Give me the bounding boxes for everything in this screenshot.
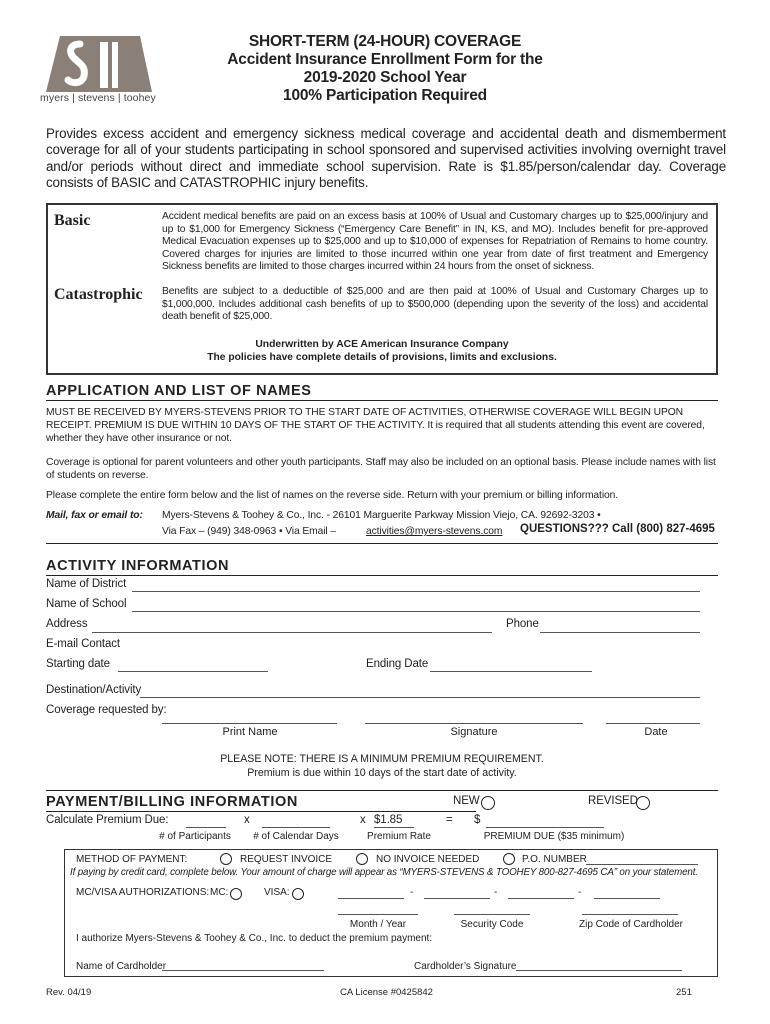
district-label: Name of District — [46, 578, 127, 590]
calculate-label: Calculate Premium Due: — [46, 814, 169, 826]
dash-2: - — [494, 887, 498, 898]
email-contact-label: E-mail Contact — [46, 638, 121, 650]
start-date-field[interactable] — [118, 671, 268, 672]
mc-radio[interactable] — [230, 888, 242, 900]
email-link[interactable]: activities@myers-stevens.com — [366, 526, 503, 537]
method-label: METHOD OF PAYMENT: — [76, 854, 188, 865]
revision-date: Rev. 04/19 — [46, 987, 92, 998]
catastrophic-description: Benefits are subject to a deductible of $25,000 and are then paid at 100% of Usual and Customary Charges up to $1,000,000. Includes additional cash benefits of up to $500,000 (depending upon the severity of the loss) and accidental death benefit of $25,000. — [162, 286, 708, 322]
credit-card-note: If paying by credit card, complete below. Your amount of charge will appear as “MYERS-STEVENS & TOOHEY 800-827-4695 CA” on your statement. — [70, 867, 698, 878]
school-field[interactable] — [132, 611, 700, 612]
rate-underline — [374, 827, 414, 828]
underwriter-block — [46, 339, 718, 364]
no-invoice-radio[interactable] — [356, 853, 368, 865]
print-name-caption: Print Name — [222, 726, 278, 738]
po-radio[interactable] — [503, 853, 515, 865]
application-rule — [46, 400, 718, 401]
phone-label: Phone — [506, 618, 539, 630]
days-caption: # of Calendar Days — [253, 831, 339, 842]
activity-heading: ACTIVITY INFORMATION — [46, 558, 230, 574]
po-number-field[interactable] — [586, 864, 698, 865]
times-2: x — [360, 814, 366, 826]
activity-rule — [46, 575, 718, 576]
note-line-1: PLEASE NOTE: THERE IS A MINIMUM PREMIUM REQUIREMENT. — [220, 753, 544, 765]
basic-label: Basic — [54, 212, 91, 229]
license-number: CA License #0425842 — [340, 987, 433, 998]
signature-caption: Signature — [450, 726, 498, 738]
security-code-caption: Security Code — [460, 919, 524, 930]
address-label: Address — [46, 618, 88, 630]
cardholder-name-label: Name of Cardholder — [76, 961, 167, 972]
month-year-caption: Month / Year — [349, 919, 407, 930]
request-invoice-label: REQUEST INVOICE — [240, 854, 333, 865]
request-invoice-radio[interactable] — [220, 853, 232, 865]
application-p3: Please complete the entire form below and the list of names on the reverse side. Return with your premium or billing information. — [46, 490, 619, 501]
underwriter-line: Underwritten by ACE American Insurance Company — [255, 339, 509, 350]
destination-field[interactable] — [140, 697, 700, 698]
logo-mark-icon — [42, 36, 154, 96]
print-name-field[interactable] — [162, 723, 337, 724]
start-date-label: Starting date — [46, 658, 110, 670]
cardholder-signature-field[interactable] — [516, 970, 682, 971]
premium-due-field[interactable] — [486, 827, 604, 828]
title-line-1: SHORT-TERM (24-HOUR) COVERAGE — [248, 33, 522, 50]
revised-radio[interactable] — [636, 796, 650, 810]
minimum-premium-note — [46, 752, 718, 780]
basic-description: Accident medical benefits are paid on an excess basis at 100% of Usual and Customary charges up to $25,000/injury and up to $1,000 for Emergency Sickness (“Emergency Care Benefit” in IN, KS, and MO). Includes benefit for pre-approved Medical Evacuation expenses up to $25,000 and up to $10,000 of expenses for Repatriation of Remains to home country. Covered charges for injuries are limited to those incurred within one year from date of first treatment and Emergency Sickness benefits are limited to those charges incurred within 24 hours from the onset of sickness. — [162, 211, 708, 272]
section-rule — [46, 543, 718, 544]
rate-value: $1.85 — [374, 814, 403, 826]
participants-field[interactable] — [186, 827, 226, 828]
end-date-label: Ending Date — [366, 658, 429, 670]
visa-label: VISA: — [264, 887, 290, 898]
mc-label: MC: — [210, 887, 229, 898]
logo-wordmark: myers | stevens | toohey — [40, 92, 156, 104]
title-line-2: Accident Insurance Enrollment Form for the — [227, 51, 543, 68]
form-code: 251 — [676, 987, 692, 998]
zip-code-field[interactable] — [582, 914, 678, 915]
card-number-part-3[interactable] — [508, 898, 574, 899]
payment-heading: PAYMENT/BILLING INFORMATION — [46, 794, 298, 810]
date-caption: Date — [644, 726, 668, 738]
premium-due-caption: PREMIUM DUE ($35 minimum) — [483, 831, 625, 842]
security-code-field[interactable] — [454, 914, 530, 915]
end-date-field[interactable] — [430, 671, 592, 672]
questions-phone: QUESTIONS??? Call (800) 827-4695 — [520, 523, 715, 535]
date-field[interactable] — [606, 723, 700, 724]
district-field[interactable] — [132, 591, 700, 592]
new-radio[interactable] — [481, 796, 495, 810]
fax-line: Via Fax – (949) 348-0963 • Via Email – — [162, 526, 337, 537]
rate-caption: Premium Rate — [367, 831, 431, 842]
application-heading: APPLICATION AND LIST OF NAMES — [46, 383, 312, 399]
payment-top-rule — [46, 790, 718, 791]
equals-sign: = — [446, 814, 453, 826]
times-1: x — [244, 814, 250, 826]
authorize-statement: I authorize Myers-Stevens & Toohey & Co., Inc. to deduct the premium payment: — [76, 933, 433, 944]
mcvisa-label: MC/VISA AUTHORIZATIONS: — [76, 887, 210, 898]
intro-paragraph: Provides excess accident and emergency sickness medical coverage and accidental death and dismemberment coverage for all of your students participating in school sponsored and supervised activities involving overnight travel and/or periods without direct and immediate school supervision. Rate is $1.85/person/calendar day. Coverage consists of BASIC and CATASTROPHIC injury benefits. — [46, 126, 726, 191]
revised-label: REVISED — [588, 795, 638, 807]
application-p2: Coverage is optional for parent volunteers and other youth participants. Staff may also be included on an optional basis. Please include names with list of students on reverse. — [46, 457, 716, 481]
school-label: Name of School — [46, 598, 127, 610]
signature-field[interactable] — [365, 723, 583, 724]
address-field[interactable] — [92, 632, 492, 633]
policies-line: The policies have complete details of provisions, limits and exclusions. — [207, 351, 557, 363]
new-label: NEW — [453, 795, 480, 807]
dollar-sign: $ — [474, 814, 481, 826]
po-label: P.O. NUMBER — [522, 854, 587, 865]
cardholder-name-field[interactable] — [162, 970, 324, 971]
mail-label: Mail, fax or email to: — [46, 510, 143, 521]
dash-3: - — [578, 887, 582, 898]
visa-radio[interactable] — [292, 888, 304, 900]
form-title-block — [160, 33, 610, 105]
note-line-2: Premium is due within 10 days of the start date of activity. — [247, 767, 517, 779]
title-line-3: 2019-2020 School Year — [303, 69, 467, 86]
participants-caption: # of Participants — [159, 831, 231, 842]
payment-rule — [46, 811, 476, 812]
application-p1: MUST BE RECEIVED BY MYERS-STEVENS PRIOR TO THE START DATE OF ACTIVITIES, OTHERWISE COVERAGE WILL BEGIN UPON RECEIPT. PREMIUM IS DUE WITHIN 10 DAYS OF THE START OF THE ACTIVITY. It is required that all students attending this event are covered, whether they have other insurance or not. — [46, 407, 705, 444]
dash-1: - — [410, 887, 414, 898]
card-number-part-1[interactable] — [338, 898, 404, 899]
days-field[interactable] — [262, 827, 330, 828]
cardholder-signature-label: Cardholder’s Signature — [414, 961, 517, 972]
no-invoice-label: NO INVOICE NEEDED — [376, 854, 480, 865]
card-number-part-4[interactable] — [594, 898, 660, 899]
catastrophic-label: Catastrophic — [54, 286, 143, 303]
zip-code-caption: Zip Code of Cardholder — [579, 919, 683, 930]
phone-field[interactable] — [540, 632, 700, 633]
requested-by-label: Coverage requested by: — [46, 704, 167, 716]
destination-label: Destination/Activity — [46, 684, 142, 696]
expiration-field[interactable] — [338, 914, 418, 915]
mail-address: Myers-Stevens & Toohey & Co., Inc. - 26101 Marguerite Parkway Mission Viejo, CA. 92692-3203 • — [162, 510, 601, 521]
title-line-4: 100% Participation Required — [283, 87, 487, 104]
card-number-part-2[interactable] — [424, 898, 490, 899]
